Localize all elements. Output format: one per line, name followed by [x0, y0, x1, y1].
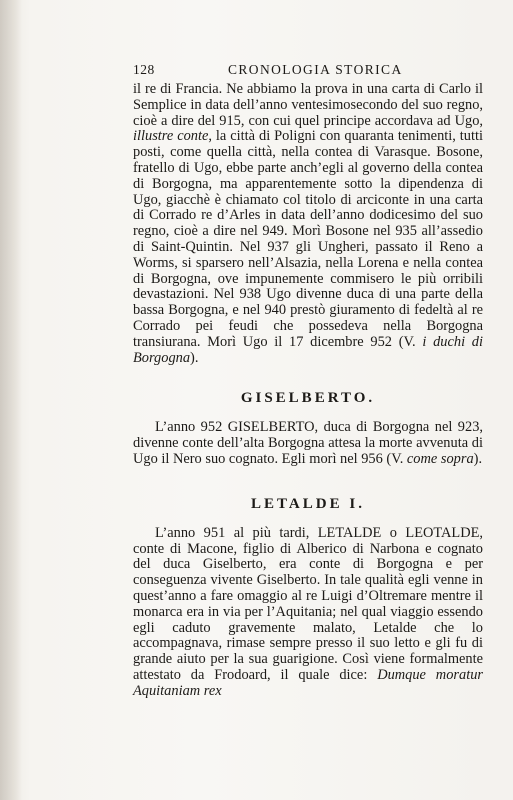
section-title-giselberto: GISELBERTO. [240, 390, 376, 407]
spacer [133, 468, 483, 494]
intro-text-c: ). [190, 349, 199, 366]
intro-text-a: il re di Francia. Ne abbiamo la prova in una carta di Carlo il Semplice in data dell’anno ventesimosecondo del suo regno, cioè a dire del 915, con cui quel principe accordava ad Ugo, [133, 81, 483, 129]
spacer [133, 366, 483, 388]
section-title-letalde: LETALDE I. [251, 495, 365, 512]
intro-italic-b: i duchi di Borgogna [133, 333, 483, 366]
letalde-text-a: L’anno 951 al più tardi, LETALDE o LEOTALDE, conte di Macone, figlio di Alberico di Narbona e cognato del duca Giselberto, era conte di Borgogna e per conseguenza vivente Giselberto. In tale qualità egli venne in quest’anno a fare omaggio al re Luigi d’Oltremare mentre il monarca era in via per l’Aquitania; nel qual viaggio essendo egli caduto gravemente malato, Letalde che lo accompagnava, rimase sempre presso il suo letto e gli fu di grande aiuto per la sua guarigione. Così viene formalmente attestato da Frodoard, il quale dice: [133, 524, 483, 683]
page-number: 128 [133, 62, 155, 77]
running-title: CRONOLOGIA STORICA [228, 62, 403, 77]
running-head [133, 60, 483, 82]
text-block [133, 60, 483, 700]
page-gutter-shadow [0, 0, 22, 800]
giselberto-italic-a: come sopra [406, 450, 474, 467]
giselberto-paragraph [133, 420, 483, 467]
giselberto-text-a: L’anno 952 GISELBERTO, duca di Borgogna nel 923, divenne conte dell’alta Borgogna attesa la morte avvenuta di Ugo il Nero suo cognato. Egli morì nel 956 (V. [133, 419, 483, 467]
giselberto-text-b: ). [473, 450, 483, 467]
intro-paragraph [133, 82, 483, 366]
intro-italic-a: illustre conte [133, 128, 209, 145]
intro-text-b: , la città di Poligni con quaranta tenimenti, tutti posti, come quella città, nella contea di Varasque. Bosone, fratello di Ugo, ebbe parte anch’egli al governo della contea di Borgogna, ma apparentemente sotto la dipendenza di Ugo, giacchè è chiamato col titolo di arciconte in una carta di Corrado re d’Arles in data dell’anno dodicesimo del suo regno, cioè a dire nel 949. Morì Bosone nel 935 all’assedio di Saint-Quintin. Nel 937 gli Ungheri, passato il Reno a Worms, si sparsero nell’Alsazia, nella Lorena e nella contea di Borgogna, ove impunemente commisero le più orribili devastazioni. Nel 938 Ugo divenne duca di una parte della bassa Borgogna, e nel 940 prestò giuramento di fedeltà al re Corrado pei feudi che possedeva nella Borgogna transiurana. Morì Ugo il 17 dicembre 952 (V. [133, 128, 483, 350]
letalde-italic-a: Dumque moratur Aquitaniam rex [133, 666, 483, 699]
letalde-paragraph [133, 526, 483, 700]
